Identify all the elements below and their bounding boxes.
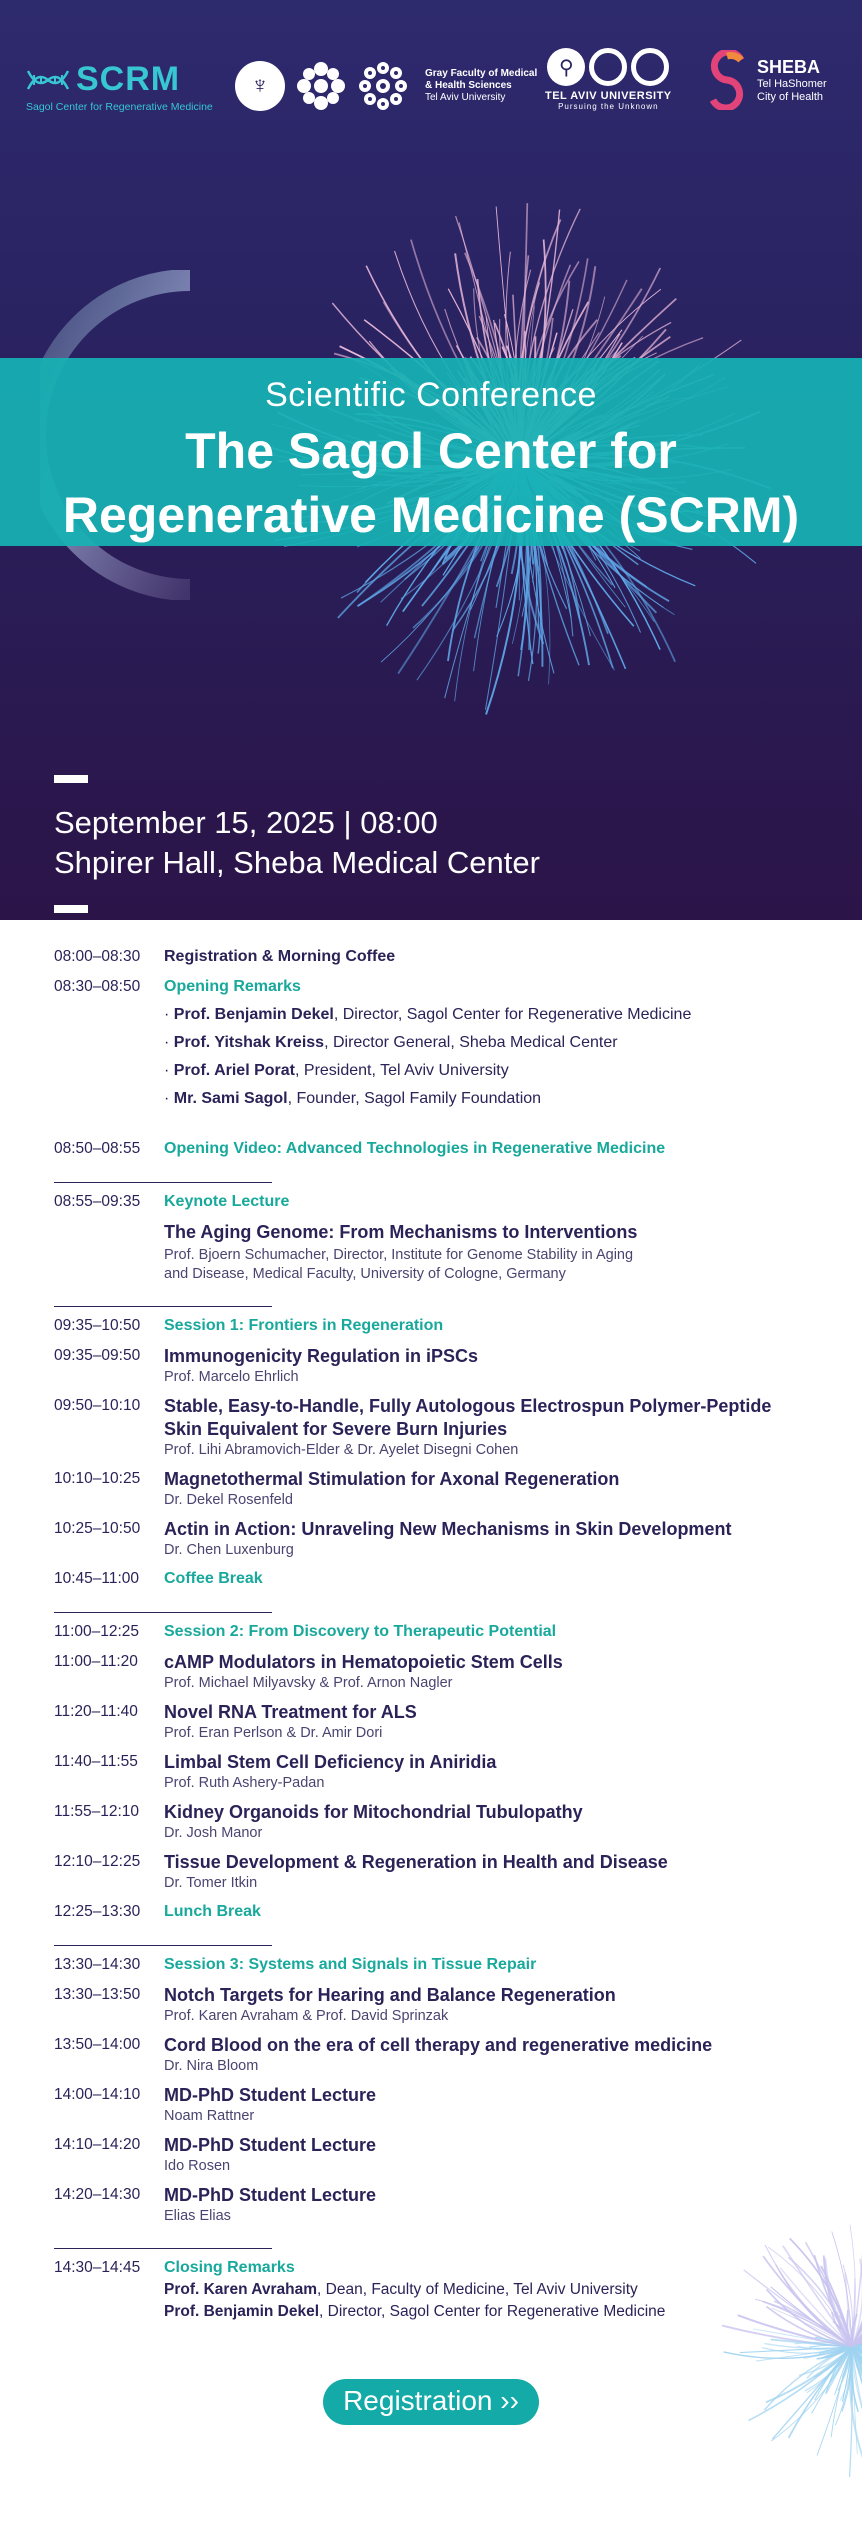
scrm-logo	[26, 60, 213, 113]
conference-subtitle: Scientific Conference	[265, 376, 597, 414]
break-item	[0, 1568, 862, 1590]
torch-icon: ♆	[235, 61, 285, 111]
item-time: 09:50–10:10	[54, 1397, 141, 1414]
talk-speaker: Prof. Marcelo Ehrlich	[164, 1369, 299, 1385]
talk-item	[0, 1345, 862, 1387]
hero-banner	[0, 0, 862, 920]
talk-title: The Aging Genome: From Mechanisms to Interventions	[164, 1222, 638, 1242]
item-time: 12:10–12:25	[54, 1853, 141, 1870]
opening-speaker: · Mr. Sami Sagol, Founder, Sagol Family Foundation	[164, 1090, 542, 1107]
talk-speaker: Prof. Bjoern Schumacher, Director, Institute for Genome Stability in Aging	[164, 1247, 634, 1263]
item-time: 10:45–11:00	[54, 1570, 140, 1587]
speaker-name: Prof. Yitshak Kreiss	[173, 1034, 325, 1051]
break-label: Coffee Break	[164, 1570, 263, 1587]
talk-speaker: Prof. Karen Avraham & Prof. David Sprinzak	[164, 2008, 449, 2024]
item-time: 11:55–12:10	[54, 1803, 140, 1820]
registration-button[interactable]: Registration ››	[323, 2379, 539, 2425]
corner-fiber-graphic	[702, 2177, 862, 2477]
speaker-name: Prof. Ariel Porat	[173, 1062, 295, 1079]
item-time: 12:25–13:30	[54, 1903, 141, 1920]
item-time: 11:00–11:20	[54, 1653, 138, 1670]
speaker-role: , President, Tel Aviv University	[295, 1062, 509, 1079]
item-label: Opening Video: Advanced Technologies in Regenerative Medicine	[164, 1140, 666, 1157]
tau-emblem-icon: ⚲	[547, 48, 585, 86]
event-date: September 15, 2025 | 08:00	[54, 805, 438, 840]
session-label: Session 2: From Discovery to Therapeutic Potential	[164, 1623, 557, 1640]
agenda-item-opening	[0, 976, 862, 1110]
session-3-header	[0, 1954, 862, 1976]
opening-speaker: · Prof. Ariel Porat, President, Tel Aviv University	[164, 1062, 509, 1079]
talk-item	[0, 2034, 862, 2076]
talk-item	[0, 1984, 862, 2026]
talk-speaker: Dr. Chen Luxenburg	[164, 1542, 294, 1558]
talk-title: Stable, Easy-to-Handle, Fully Autologous Electrospun Polymer-Peptide	[164, 1396, 772, 1416]
talk-title: Limbal Stem Cell Deficiency in Aniridia	[164, 1752, 497, 1772]
talk-speaker: Dr. Dekel Rosenfeld	[164, 1492, 293, 1508]
talk-speaker: Prof. Eran Perlson & Dr. Amir Dori	[164, 1725, 383, 1741]
item-time: 08:30–08:50	[54, 978, 141, 995]
speaker-name: Mr. Sami Sagol	[173, 1090, 288, 1107]
item-time: 08:00–08:30	[54, 948, 141, 965]
medical-faculty-logo	[235, 60, 537, 112]
speaker-name: Prof. Benjamin Dekel	[173, 1006, 334, 1023]
session-label: Session 1: Frontiers in Regeneration	[164, 1317, 444, 1334]
sheba-name: SHEBA	[757, 56, 821, 77]
talk-item	[0, 1468, 862, 1510]
sheba-line2: City of Health	[757, 90, 824, 103]
session-label: Session 3: Systems and Signals in Tissue Repair	[164, 1956, 537, 1973]
divider-bar-bottom	[54, 905, 88, 913]
item-time: 09:35–09:50	[54, 1347, 141, 1364]
talk-title: Immunogenicity Regulation in iPSCs	[164, 1346, 479, 1366]
talk-item	[0, 1751, 862, 1793]
talk-title: MD-PhD Student Lecture	[164, 2085, 377, 2105]
item-time: 14:30–14:45	[54, 2259, 141, 2276]
tau-ring-icon	[589, 48, 627, 86]
item-time: 11:20–11:40	[54, 1703, 138, 1720]
speaker-role: , Director General, Sheba Medical Center	[324, 1034, 618, 1051]
conference-title-line2: Regenerative Medicine (SCRM)	[62, 487, 800, 543]
divider-bar-top	[54, 775, 88, 783]
tau-tagline: Pursuing the Unknown	[558, 102, 659, 111]
talk-item	[0, 1395, 862, 1460]
item-time: 13:30–13:50	[54, 1986, 141, 2003]
med-line1: Gray Faculty of Medical	[425, 68, 538, 79]
session-2-header	[0, 1621, 862, 1643]
item-label: Closing Remarks	[164, 2259, 295, 2276]
talk-item	[0, 1651, 862, 1693]
talk-title: Tissue Development & Regeneration in Health and Disease	[164, 1852, 668, 1872]
break-label: Lunch Break	[164, 1903, 261, 1920]
partner-logos	[0, 40, 862, 130]
talk-item	[0, 1801, 862, 1843]
talk-item	[0, 1518, 862, 1560]
talk-title: MD-PhD Student Lecture	[164, 2135, 377, 2155]
talk-speaker-cont: and Disease, Medical Faculty, University of Cologne, Germany	[164, 1266, 566, 1282]
item-label: Registration & Morning Coffee	[164, 948, 396, 965]
talk-item	[0, 2134, 862, 2176]
talk-speaker: Prof. Michael Milyavsky & Prof. Arnon Nagler	[164, 1675, 453, 1691]
conference-title-line1: The Sagol Center for	[185, 423, 677, 479]
talk-title: Kidney Organoids for Mitochondrial Tubulopathy	[164, 1802, 583, 1822]
event-venue: Shpirer Hall, Sheba Medical Center	[54, 845, 540, 880]
item-time: 14:10–14:20	[54, 2136, 141, 2153]
item-time: 09:35–10:50	[54, 1317, 141, 1334]
opening-speaker: · Prof. Yitshak Kreiss, Director General, Sheba Medical Center	[164, 1034, 618, 1051]
date-venue-block	[54, 775, 540, 913]
talk-speaker: Noam Rattner	[164, 2108, 255, 2124]
talk-title: Actin in Action: Unraveling New Mechanisms in Skin Development	[164, 1519, 732, 1539]
title-band	[0, 358, 862, 546]
item-time: 14:20–14:30	[54, 2186, 141, 2203]
item-time: 13:50–14:00	[54, 2036, 141, 2053]
sheba-s-icon	[705, 50, 749, 110]
item-time: 11:40–11:55	[54, 1753, 138, 1770]
item-time: 10:25–10:50	[54, 1520, 141, 1537]
agenda-item-video	[0, 1138, 862, 1160]
talk-title: Cord Blood on the era of cell therapy and regenerative medicine	[164, 2035, 713, 2055]
cell-emblem-icon	[357, 60, 409, 112]
tau-spiral-icon	[631, 48, 669, 86]
talk-title: MD-PhD Student Lecture	[164, 2185, 377, 2205]
talk-title: Magnetothermal Stimulation for Axonal Regeneration	[164, 1469, 620, 1489]
talk-item	[0, 1701, 862, 1743]
med-line3: Tel Aviv University	[425, 92, 506, 103]
talk-speaker: Prof. Lihi Abramovich-Elder & Dr. Ayelet Disegni Cohen	[164, 1442, 519, 1458]
item-time: 10:10–10:25	[54, 1470, 141, 1487]
session-1-header	[0, 1315, 862, 1337]
talk-title: Notch Targets for Hearing and Balance Regeneration	[164, 1985, 616, 2005]
program-schedule	[0, 920, 862, 2477]
med-line2: & Health Sciences	[425, 80, 512, 91]
item-time: 08:55–09:35	[54, 1193, 141, 1210]
talk-speaker: Dr. Tomer Itkin	[164, 1875, 258, 1891]
speaker-role: , Founder, Sagol Family Foundation	[287, 1090, 542, 1107]
tau-logo	[545, 48, 672, 111]
scrm-subtitle: Sagol Center for Regenerative Medicine	[26, 101, 213, 113]
speaker-name: Prof. Karen Avraham	[164, 2281, 318, 2298]
speaker-role: , Dean, Faculty of Medicine, Tel Aviv University	[317, 2281, 638, 2298]
item-time: 13:30–14:30	[54, 1956, 141, 1973]
break-item	[0, 1901, 862, 1923]
flower-emblem-icon	[295, 60, 347, 112]
item-time: 08:50–08:55	[54, 1140, 141, 1157]
talk-speaker: Ido Rosen	[164, 2158, 231, 2174]
speaker-role: , Director, Sagol Center for Regenerative Medicine	[333, 1006, 692, 1023]
sheba-line1: Tel HaShomer	[757, 77, 827, 90]
agenda-item-keynote	[0, 1191, 862, 1284]
item-label: Keynote Lecture	[164, 1193, 290, 1210]
dna-icon	[26, 67, 70, 93]
talk-title: cAMP Modulators in Hematopoietic Stem Cells	[164, 1652, 563, 1672]
scrm-name: SCRM	[76, 60, 181, 98]
talk-speaker: Dr. Nira Bloom	[164, 2058, 259, 2074]
item-time: 14:00–14:10	[54, 2086, 141, 2103]
item-label: Opening Remarks	[164, 978, 301, 995]
tau-name: TEL AVIV UNIVERSITY	[545, 90, 672, 102]
talk-item	[0, 2084, 862, 2126]
speaker-role: , Director, Sagol Center for Regenerative Medicine	[319, 2303, 666, 2320]
talk-title: Novel RNA Treatment for ALS	[164, 1702, 417, 1722]
talk-speaker: Elias Elias	[164, 2208, 231, 2224]
talk-speaker: Dr. Josh Manor	[164, 1825, 263, 1841]
sheba-logo	[705, 50, 827, 110]
talk-speaker: Prof. Ruth Ashery-Padan	[164, 1775, 325, 1791]
talk-title-cont: Skin Equivalent for Severe Burn Injuries	[164, 1419, 508, 1439]
speaker-name: Prof. Benjamin Dekel	[164, 2303, 320, 2320]
agenda-item-registration	[0, 946, 862, 968]
talk-item	[0, 1851, 862, 1893]
opening-speaker: · Prof. Benjamin Dekel, Director, Sagol Center for Regenerative Medicine	[164, 1006, 692, 1023]
item-time: 11:00–12:25	[54, 1623, 140, 1640]
